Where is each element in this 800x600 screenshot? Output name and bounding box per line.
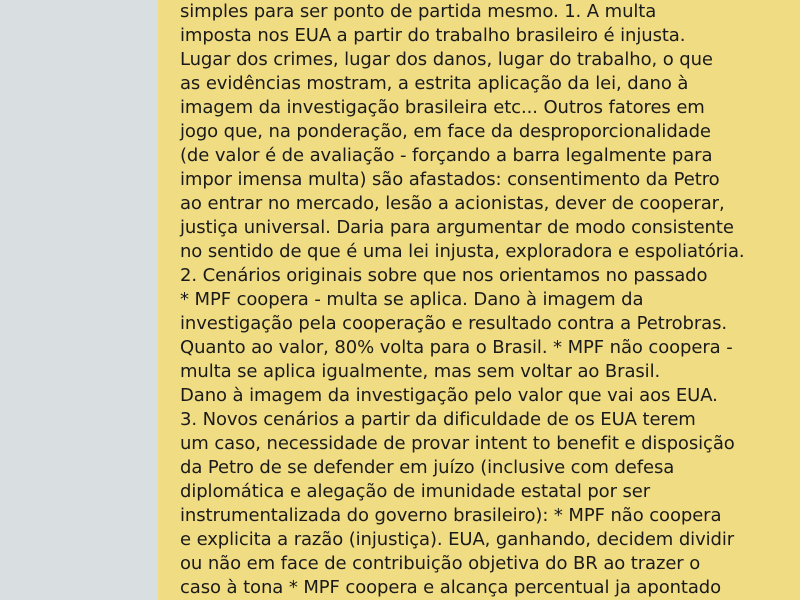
message-bubble — [158, 0, 800, 600]
message-text: simples para ser ponto de partida mesmo. 1. A multa imposta nos EUA a partir do trabalho brasileiro é injusta. Lugar dos crimes, lugar dos danos, lugar do trabalho, o que as evidências mostram, a estrita aplicação da lei, dano à imagem da investigação brasileira etc... Outros fatores em jogo que, na ponderação, em face da desproporcionalidade (de valor é de avaliação - forçando a barra legalmente para impor imensa multa) são afastados: consentimento da Petro ao entrar no mercado, lesão a acionistas, dever de cooperar, justiça universal. Daria para argumentar de modo consistente no sentido de que é uma lei injusta, exploradora e espoliatória. 2. Cenários originais sobre que nos orientamos no passado * MPF coopera - multa se aplica. Dano à imagem da investigação pela cooperação e resultado contra a Petrobras. Quanto ao valor, 80% volta para o Brasil. * MPF não coopera - multa se aplica igualmente, mas sem voltar ao Brasil. Dano à imagem da investigação pelo valor que vai aos EUA. 3. Novos cenários a partir da dificuldade de os EUA terem um caso, necessidade de provar intent to benefit e disposição da Petro de se defender em juízo (inclusive com defesa diplomática e alegação de imunidade estatal por ser instrumentalizada do governo brasileiro): * MPF não coopera e explicita a razão (injustiça). EUA, ganhando, decidem dividir ou não em face de contribuição objetiva do BR ao trazer o caso à tona * MPF coopera e alcança percentual ja apontado — [180, 1, 745, 598]
